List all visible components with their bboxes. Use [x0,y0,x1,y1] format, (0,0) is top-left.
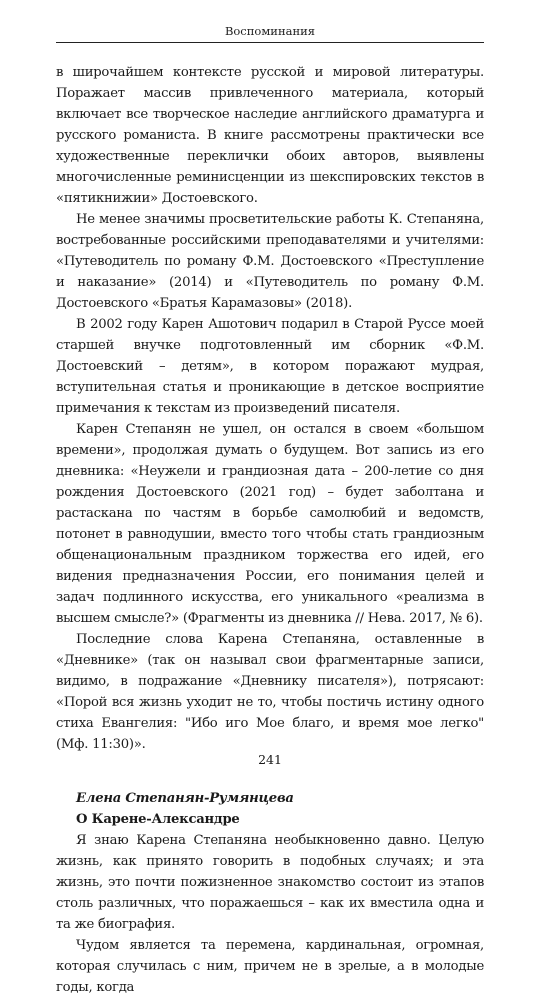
section-title: О Карене-Александре [76,812,240,827]
page-number: 241 [258,752,282,767]
page-body [56,62,484,998]
paragraph: Не менее значимы просветительские работы К. Степаняна, востребованные российскими преподавателями и учителями: «Путеводитель по роману Ф.М. Достоевского «Преступление и наказание» (2014) и «Путеводитель по роману Ф.М. Достоевского «Братья Карамазовы» (2018). [56,212,484,311]
section-author: Елена Степанян-Румянцева [76,791,294,806]
paragraph: Карен Степанян не ушел, он остался в своем «большом времени», продолжая думать о будущем. Вот запись из его дневника: «Неужели и грандиозная дата – 200-летие со дня рождения Достоевского (2021 год) – будет заболтана и растаскана по частям в борьбе самолюбий и ведомств, потонет в равнодушии, вместо того чтобы стать грандиозным общенациональным праздником торжества его идей, его видения предназначения России, его понимания целей и задач подлинного искусства, его уникального «реализма в высшем смысле?» (Фрагменты из дневника // Нева. 2017, № 6). [56,422,484,626]
paragraph: Последние слова Карена Степаняна, оставленные в «Дневнике» (так он называл свои фрагментарные записи, видимо, в подражание «Дневнику писателя»), потрясают: «Порой вся жизнь уходит не то, чтобы постичь истину одного стиха Евангелия: "Ибо иго Мое благо, и время мое легко" (Мф. 11:30)». [56,632,484,752]
running-head: Воспоминания [224,24,316,38]
paragraph: В 2002 году Карен Ашотович подарил в Старой Руссе моей старшей внучке подготовленный им сборник «Ф.М. Достоевский – детям», в котором поражают мудрая, вступительная статья и проникающие в детское восприятие примечания к текстам из произведений писателя. [56,317,484,416]
paragraph: Чудом является та перемена, кардинальная, огромная, которая случилась с ним, причем не в зрелые, а в молодые годы, когда [56,938,484,995]
header-rule [56,42,484,43]
paragraph: Я знаю Карена Степаняна необыкновенно давно. Целую жизнь, как принято говорить в подобных случаях; и эта жизнь, это почти пожизненное знакомство состоит из этапов столь различных, что поражаешься – как их вместила одна и та же биография. [56,833,484,932]
paragraph-continued: в широчайшем контексте русской и мировой литературы. Поражает массив привлеченного материала, который включает все творческое наследие английского драматурга и русского романиста. В книге рассмотрены практически все художественные переклички обоих авторов, выявлены многочисленные реминисценции из шекспировских текстов в «пятикнижии» Достоевского. [56,65,484,206]
